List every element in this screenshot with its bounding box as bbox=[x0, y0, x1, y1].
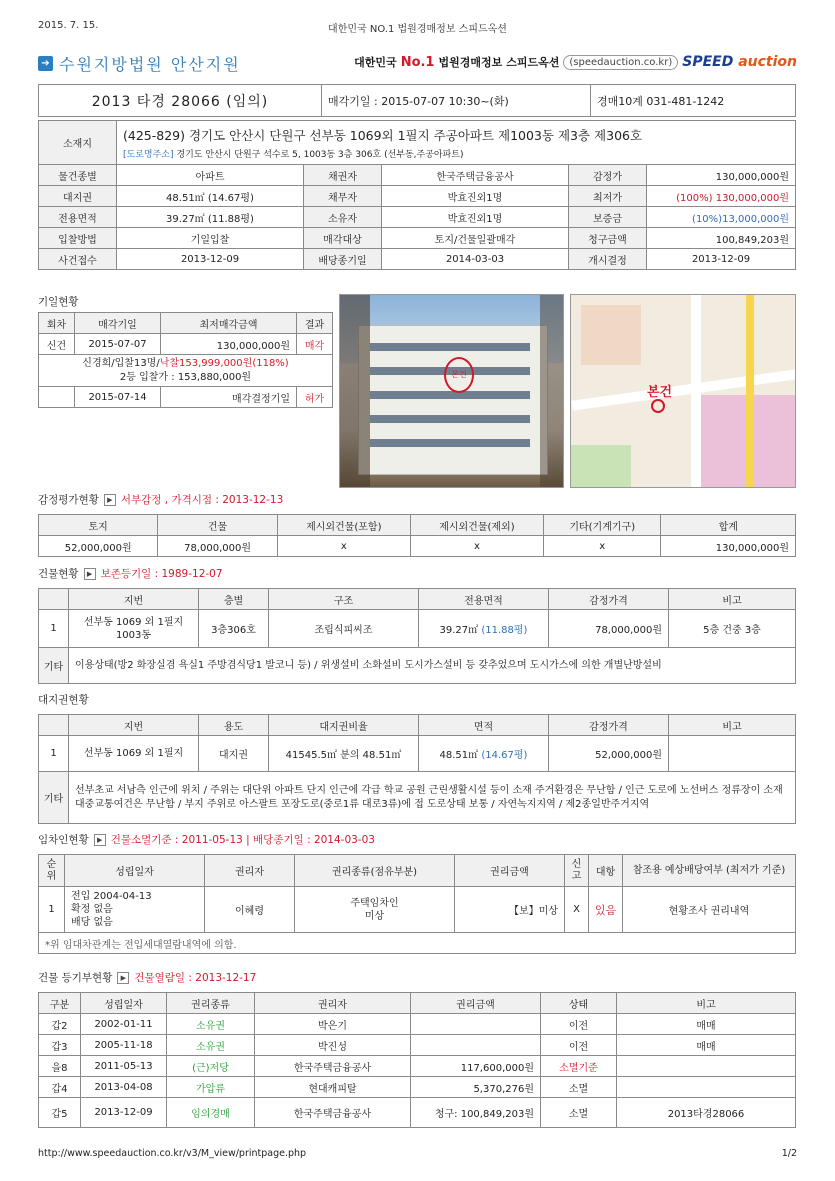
road-address: 경기도 안산시 단원구 석수로 5, 1003동 3층 306호 (선부동,주공아파트) bbox=[176, 149, 464, 160]
minimum-price: (100%) 130,000,000원 bbox=[647, 186, 796, 207]
summary-label: 매각대상 bbox=[304, 228, 382, 249]
appraisal-header: 제시외건물(제외) bbox=[410, 515, 543, 536]
registry-type: 갑5 bbox=[39, 1098, 81, 1128]
registry-type: 갑3 bbox=[39, 1035, 81, 1056]
registry-remark: 매매 bbox=[617, 1035, 796, 1056]
tenant-right-type: 주택임차인 bbox=[350, 897, 399, 909]
history-date: 2015-07-07 bbox=[75, 334, 161, 355]
appraisal-value: 78,000,000원 bbox=[158, 536, 277, 557]
building-lot: 선부동 1069 외 1필지 1003동 bbox=[69, 610, 199, 648]
land-price: 52,000,000원 bbox=[549, 736, 669, 772]
summary-value: 한국주택금융공사 bbox=[382, 165, 569, 186]
tenant-header: 권리종류(점유부분) bbox=[295, 855, 455, 887]
registry-right: (근)저당 bbox=[167, 1056, 255, 1077]
summary-value: 2013-12-09 bbox=[117, 249, 304, 270]
tenant-header: 참조용 예상배당여부 (최저가 기준) bbox=[623, 855, 796, 887]
play-icon[interactable]: ▶ bbox=[84, 568, 96, 580]
tenant-header: 권리자 bbox=[205, 855, 295, 887]
summary-label: 입찰방법 bbox=[39, 228, 117, 249]
map-marker-icon bbox=[651, 399, 665, 413]
tenant-report: X bbox=[565, 887, 589, 933]
deposit: (10%)13,000,000원 bbox=[647, 207, 796, 228]
building-area: 39.27㎡ bbox=[439, 625, 479, 636]
play-icon[interactable]: ▶ bbox=[94, 834, 106, 846]
tenant-fixed: 확정 없음 bbox=[71, 904, 113, 915]
history-header: 회차 bbox=[39, 313, 75, 334]
appraisal-value: x bbox=[277, 536, 410, 557]
play-icon[interactable]: ▶ bbox=[117, 972, 129, 984]
registry-row bbox=[39, 1035, 796, 1056]
registry-status: 이전 bbox=[541, 1035, 617, 1056]
history-title bbox=[38, 294, 79, 309]
registry-header: 상태 bbox=[541, 993, 617, 1014]
registry-holder: 박은기 bbox=[255, 1014, 411, 1035]
summary-label: 청구금액 bbox=[569, 228, 647, 249]
land-area: 48.51㎡ bbox=[439, 750, 479, 761]
summary-label: 개시결정 bbox=[569, 249, 647, 270]
bid-info: 신경희/입찰13명/ bbox=[82, 357, 160, 369]
registry-right: 임의경매 bbox=[167, 1098, 255, 1128]
building-header: 감정가격 bbox=[549, 589, 669, 610]
registry-header: 성립일자 bbox=[81, 993, 167, 1014]
building-header: 전용면적 bbox=[419, 589, 549, 610]
print-title: 대한민국 NO.1 법원경매정보 스피드옥션 bbox=[328, 24, 507, 35]
brand-mid: 법원경매정보 bbox=[438, 56, 503, 69]
registry-row bbox=[39, 1014, 796, 1035]
appraisal-value: x bbox=[410, 536, 543, 557]
history-header: 결과 bbox=[297, 313, 333, 334]
registry-remark: 매매 bbox=[617, 1014, 796, 1035]
appraisal-total: 130,000,000원 bbox=[661, 536, 796, 557]
summary-value: 아파트 bbox=[117, 165, 304, 186]
registry-header: 구분 bbox=[39, 993, 81, 1014]
summary-value: 토지/건물일괄매각 bbox=[382, 228, 569, 249]
tenant-header: 성립일자 bbox=[65, 855, 205, 887]
land-remark bbox=[669, 736, 796, 772]
land-no: 1 bbox=[39, 736, 69, 772]
logo-speed: SPEED bbox=[682, 54, 734, 70]
road-address-tag[interactable]: [도로명주소] bbox=[123, 149, 174, 160]
land-etc: 선부초교 서남측 인근에 위치 / 주위는 대단위 아파트 단지 인근에 각급 학교 공원 근린생활시설 등이 소재 주거환경은 무난함 / 인근 도로에 노선버스 정류장이 소재 대중교통여건은 무난함 / 부지 주위로 아스팔트 포장도로(중로1류 대로3류)에 접 도로상태 보통 / 자연녹지지역 / 제2종일반주거지역 bbox=[69, 772, 796, 824]
registry-holder: 박진성 bbox=[255, 1035, 411, 1056]
land-ratio: 41545.5㎡ 분의 48.51㎡ bbox=[269, 736, 419, 772]
history-header: 매각기일 bbox=[75, 313, 161, 334]
location-map[interactable] bbox=[570, 294, 796, 488]
building-etc-label: 기타 bbox=[39, 648, 69, 684]
building-header: 구조 bbox=[269, 589, 419, 610]
case-header bbox=[38, 84, 796, 117]
second-bid: 2등 입찰가 : 153,880,000원 bbox=[119, 371, 252, 383]
tenant-header: 신고 bbox=[565, 855, 589, 887]
building-title-text: 건물현황 bbox=[38, 568, 79, 580]
registry-remark bbox=[617, 1077, 796, 1098]
land-lot: 선부동 1069 외 1필지 bbox=[69, 736, 199, 772]
sale-date: 매각기일 : 2015-07-07 10:30~(화) bbox=[322, 85, 591, 117]
history-min-price: 매각결정기일 bbox=[161, 387, 297, 408]
building-note: 보존등기일 : 1989-12-07 bbox=[100, 568, 223, 580]
tenant-dividend: 배당 없음 bbox=[71, 917, 113, 928]
building-no: 1 bbox=[39, 610, 69, 648]
tenant-name: 이혜령 bbox=[205, 887, 295, 933]
land-header: 면적 bbox=[419, 715, 549, 736]
map-marker-label: 본건 bbox=[647, 385, 673, 400]
court-name: 수원지방법원 안산지원 bbox=[59, 55, 241, 74]
registry-status: 소멸 bbox=[541, 1077, 617, 1098]
logo-auction: auction bbox=[738, 54, 797, 70]
brand-name: 스피드옥션 bbox=[506, 56, 560, 69]
address-main: (425-829) 경기도 안산시 단원구 선부동 1069외 1필지 주공아파트 제1003동 제3층 제306호 bbox=[123, 127, 643, 143]
summary-value: 박효진외1명 bbox=[382, 207, 569, 228]
claim-amount: 100,849,203원 bbox=[647, 228, 796, 249]
summary-label: 물건종별 bbox=[39, 165, 117, 186]
appraisal-title bbox=[38, 492, 283, 507]
print-date: 2015. 7. 15. bbox=[38, 20, 99, 31]
registry-row bbox=[39, 1098, 796, 1128]
registry-header: 권리금액 bbox=[411, 993, 541, 1014]
footer-url[interactable]: http://www.speedauction.co.kr/v3/M_view/printpage.php bbox=[38, 1148, 307, 1159]
appraisal-header: 기타(기계기구) bbox=[543, 515, 661, 536]
registry-status: 소멸기준 bbox=[541, 1056, 617, 1077]
footer-page: 1/2 bbox=[781, 1148, 797, 1159]
summary-label: 전용면적 bbox=[39, 207, 117, 228]
building-structure: 조립식피씨조 bbox=[269, 610, 419, 648]
building-header: 층별 bbox=[199, 589, 269, 610]
registry-right: 소유권 bbox=[167, 1014, 255, 1035]
building-etc: 이용상태(방2 화장실겸 욕실1 주방겸식당1 발코니 등) / 위생설비 소화설비 도시가스설비 등 갖추었으며 도시가스에 의한 개별난방설비 bbox=[69, 648, 796, 684]
land-header: 지번 bbox=[69, 715, 199, 736]
registry-title-text: 건물 등기부현황 bbox=[38, 972, 113, 984]
registry-row bbox=[39, 1077, 796, 1098]
appraisal-header: 토지 bbox=[39, 515, 158, 536]
registry-holder: 한국주택금융공사 bbox=[255, 1056, 411, 1077]
building-header: 비고 bbox=[669, 589, 796, 610]
tenant-opposability: 있음 bbox=[589, 887, 623, 933]
registry-date: 2005-11-18 bbox=[81, 1035, 167, 1056]
summary-value: 48.51㎡ (14.67평) bbox=[117, 186, 304, 207]
summary-value: 기일입찰 bbox=[117, 228, 304, 249]
building-title bbox=[38, 566, 223, 581]
registry-right: 소유권 bbox=[167, 1035, 255, 1056]
summary-label: 사건접수 bbox=[39, 249, 117, 270]
brand-pre: 대한민국 bbox=[354, 56, 397, 69]
play-icon[interactable]: ▶ bbox=[104, 494, 116, 506]
appraisal-header: 건물 bbox=[158, 515, 277, 536]
registry-amount: 청구: 100,849,203원 bbox=[411, 1098, 541, 1128]
registry-remark: 2013타경28066 bbox=[617, 1098, 796, 1128]
history-min-price: 130,000,000원 bbox=[161, 334, 297, 355]
land-header: 비고 bbox=[669, 715, 796, 736]
registry-status: 소멸 bbox=[541, 1098, 617, 1128]
case-number: 2013 타경 28066 (임의) bbox=[39, 85, 322, 117]
summary-label: 보증금 bbox=[569, 207, 647, 228]
summary-value: 2013-12-09 bbox=[647, 249, 796, 270]
tenant-no: 1 bbox=[39, 887, 65, 933]
appraisal-title-text: 감정평가현황 bbox=[38, 494, 99, 506]
property-photo[interactable] bbox=[339, 294, 564, 488]
building-header bbox=[39, 589, 69, 610]
history-date: 2015-07-14 bbox=[75, 387, 161, 408]
court-heading bbox=[38, 52, 241, 75]
registry-holder: 한국주택금융공사 bbox=[255, 1098, 411, 1128]
land-header: 용도 bbox=[199, 715, 269, 736]
registry-type: 갑4 bbox=[39, 1077, 81, 1098]
land-header: 감정가격 bbox=[549, 715, 669, 736]
registry-note: 건물열람일 : 2013-12-17 bbox=[134, 972, 257, 984]
history-result: 허가 bbox=[297, 387, 333, 408]
registry-type: 을8 bbox=[39, 1056, 81, 1077]
winning-bid: 낙찰153,999,000원(118%) bbox=[159, 357, 289, 369]
history-header: 최저매각금액 bbox=[161, 313, 297, 334]
arrow-icon: ➔ bbox=[38, 56, 53, 71]
appraisal-value: x bbox=[543, 536, 661, 557]
land-header bbox=[39, 715, 69, 736]
tenant-table bbox=[38, 854, 796, 954]
registry-date: 2011-05-13 bbox=[81, 1056, 167, 1077]
registry-amount: 5,370,276원 bbox=[411, 1077, 541, 1098]
tenant-move-in: 전입 2004-04-13 bbox=[71, 891, 152, 902]
registry-date: 2013-04-08 bbox=[81, 1077, 167, 1098]
appraisal-note: 서부감정 , 가격시점 : 2013-12-13 bbox=[120, 494, 284, 506]
land-area-pyeong: (14.67평) bbox=[481, 750, 528, 761]
registry-date: 2013-12-09 bbox=[81, 1098, 167, 1128]
appraisal-header: 제시외건물(포함) bbox=[277, 515, 410, 536]
building-remark: 5층 건중 3층 bbox=[669, 610, 796, 648]
registry-header: 권리종류 bbox=[167, 993, 255, 1014]
land-etc-label: 기타 bbox=[39, 772, 69, 824]
summary-value: 39.27㎡ (11.88평) bbox=[117, 207, 304, 228]
registry-header: 권리자 bbox=[255, 993, 411, 1014]
registry-date: 2002-01-11 bbox=[81, 1014, 167, 1035]
tenant-header: 순위 bbox=[39, 855, 65, 887]
summary-table bbox=[38, 120, 796, 270]
brand-no1: No.1 bbox=[400, 54, 435, 70]
appraisal-header: 합계 bbox=[661, 515, 796, 536]
summary-value: 2014-03-03 bbox=[382, 249, 569, 270]
registry-table bbox=[38, 992, 796, 1128]
building-price: 78,000,000원 bbox=[549, 610, 669, 648]
registry-amount bbox=[411, 1014, 541, 1035]
brand-banner[interactable] bbox=[354, 54, 797, 70]
tenant-dividend-ref: 현황조사 권리내역 bbox=[623, 887, 796, 933]
summary-value: 박효진외1명 bbox=[382, 186, 569, 207]
summary-label: 채무자 bbox=[304, 186, 382, 207]
history-table bbox=[38, 312, 333, 408]
land-header: 대지권비율 bbox=[269, 715, 419, 736]
registry-right: 가압류 bbox=[167, 1077, 255, 1098]
tenant-note: 건물소멸기준 : 2011-05-13 | 배당종기일 : 2014-03-03 bbox=[110, 834, 375, 846]
court-dept: 경매10계 031-481-1242 bbox=[591, 85, 796, 117]
photo-marker: 본건 bbox=[444, 357, 474, 393]
land-table bbox=[38, 714, 796, 824]
summary-label: 최저가 bbox=[569, 186, 647, 207]
registry-row bbox=[39, 1056, 796, 1077]
history-title-text: 기일현황 bbox=[38, 296, 79, 308]
summary-label: 소유자 bbox=[304, 207, 382, 228]
tenant-header: 권리금액 bbox=[455, 855, 565, 887]
history-result: 매각 bbox=[297, 334, 333, 355]
summary-label: 대지권 bbox=[39, 186, 117, 207]
tenant-occupancy: 미상 bbox=[364, 910, 385, 922]
registry-remark bbox=[617, 1056, 796, 1077]
land-use: 대지권 bbox=[199, 736, 269, 772]
registry-amount: 117,600,000원 bbox=[411, 1056, 541, 1077]
registry-type: 갑2 bbox=[39, 1014, 81, 1035]
tenant-amount: 【보】미상 bbox=[455, 887, 565, 933]
building-floor: 3층306호 bbox=[199, 610, 269, 648]
registry-amount bbox=[411, 1035, 541, 1056]
registry-status: 이전 bbox=[541, 1014, 617, 1035]
appraisal-price: 130,000,000원 bbox=[647, 165, 796, 186]
appraisal-value: 52,000,000원 bbox=[39, 536, 158, 557]
tenant-title-text: 임차인현황 bbox=[38, 834, 89, 846]
appraisal-table bbox=[38, 514, 796, 557]
registry-header: 비고 bbox=[617, 993, 796, 1014]
brand-logo bbox=[682, 54, 797, 70]
tenant-title bbox=[38, 832, 375, 847]
building-area-pyeong: (11.88평) bbox=[481, 625, 528, 636]
summary-label: 감정가 bbox=[569, 165, 647, 186]
building-table bbox=[38, 588, 796, 684]
brand-site: (speedauction.co.kr) bbox=[563, 55, 678, 70]
building-header: 지번 bbox=[69, 589, 199, 610]
tenant-footnote: *위 임대차관계는 전입세대열람내역에 의함. bbox=[39, 933, 796, 954]
address-label: 소재지 bbox=[39, 121, 117, 165]
land-title-text: 대지권현황 bbox=[38, 694, 89, 706]
history-round: 신건 bbox=[39, 334, 75, 355]
land-title bbox=[38, 692, 89, 707]
tenant-header: 대항 bbox=[589, 855, 623, 887]
history-round bbox=[39, 387, 75, 408]
summary-label: 배당종기일 bbox=[304, 249, 382, 270]
registry-holder: 현대캐피탈 bbox=[255, 1077, 411, 1098]
registry-title bbox=[38, 970, 256, 985]
summary-label: 채권자 bbox=[304, 165, 382, 186]
